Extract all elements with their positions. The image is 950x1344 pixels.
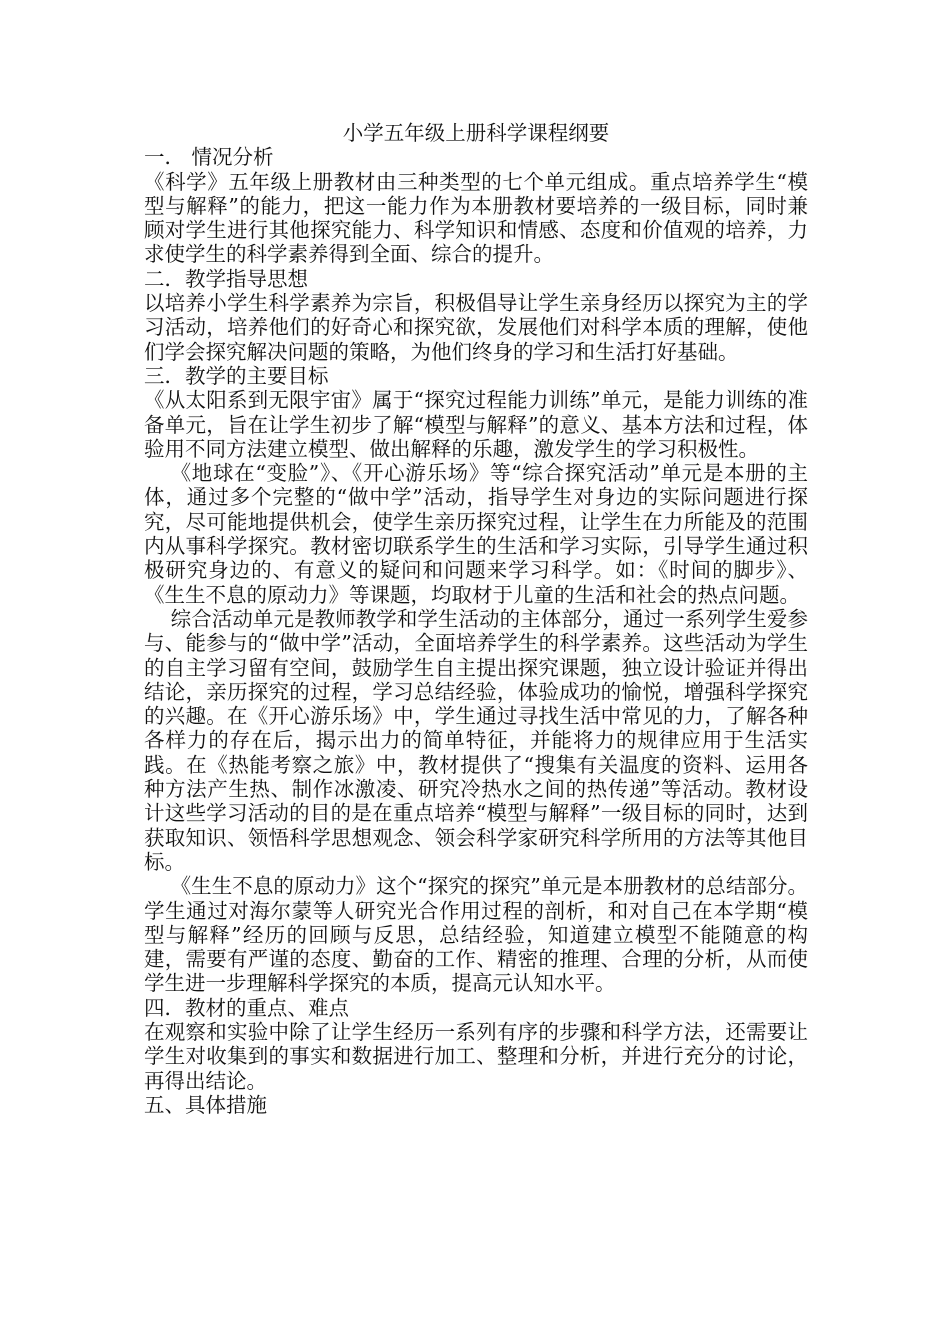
document-page <box>144 121 808 1117</box>
paragraph-main-goals-2: 《地球在“变脸”》、《开心游乐场》等“综合探究活动”单元是本册的主体，通过多个完整的“做中学”活动，指导学生对身边的实际问题进行探究，尽可能地提供机会，使学生亲历探究过程，让学生在力所能及的范围内从事科学探究。教材密切联系学生的生活和学习实际，引导学生通过积极研究身边的、有意义的疑问和问题来学习科学。如：《时间的脚步》、《生生不息的原动力》等课题，均取材于儿童的生活和社会的热点问题。 <box>144 461 808 607</box>
paragraph-situation-analysis: 《科学》五年级上册教材由三种类型的七个单元组成。重点培养学生“模型与解释”的能力，把这一能力作为本册教材要培养的一级目标，同时兼顾对学生进行其他探究能力、科学知识和情感、态度和价值观的培养，力求使学生的科学素养得到全面、综合的提升。 <box>144 169 808 267</box>
document-title: 小学五年级上册科学课程纲要 <box>342 121 610 145</box>
paragraph-key-difficulties: 在观察和实验中除了让学生经历一系列有序的步骤和科学方法，还需要让学生对收集到的事实和数据进行加工、整理和分析，并进行充分的讨论，再得出结论。 <box>144 1019 808 1093</box>
section-heading-key-difficulties: 四．教材的重点、难点 <box>144 995 349 1020</box>
section-heading-situation-analysis: 一． 情况分析 <box>144 145 274 170</box>
paragraph-main-goals-3: 综合活动单元是教师教学和学生活动的主体部分，通过一系列学生爱参与、能参与的“做中学”活动，全面培养学生的科学素养。这些活动为学生的自主学习留有空间，鼓励学生自主提出探究课题，独立设计验证并得出结论，亲历探究的过程，学习总结经验，体验成功的愉悦，增强科学探究的兴趣。在《开心游乐场》中，学生通过寻找生活中常见的力，了解各种各样力的存在后，揭示出力的简单特征，并能将力的规律应用于生活实践。在《热能考察之旅》中，教材提供了“搜集有关温度的资料、运用各种方法产生热、制作冰激凌、研究冷热水之间的热传递”等活动。教材设计这些学习活动的目的是在重点培养“模型与解释”一级目标的同时，达到获取知识、领悟科学思想观念、领会科学家研究科学所用的方法等其他目标。 <box>144 606 808 874</box>
section-heading-main-goals: 三．教学的主要目标 <box>144 363 329 388</box>
section-heading-guiding-ideology: 二．教学指导思想 <box>144 266 308 291</box>
paragraph-main-goals-4: 《生生不息的原动力》这个“探究的探究”单元是本册教材的总结部分。学生通过对海尔蒙等人研究光合作用过程的剖析，和对自己在本学期“模型与解释”经历的回顾与反思，总结经验，知道建立模型不能随意的构建，需要有严谨的态度、勤奋的工作、精密的推理、合理的分析，从而使学生进一步理解科学探究的本质，提高元认知水平。 <box>144 874 808 996</box>
section-heading-specific-measures: 五、具体措施 <box>144 1092 267 1117</box>
paragraph-main-goals-1: 《从太阳系到无限宇宙》属于“探究过程能力训练”单元，是能力训练的准备单元，旨在让学生初步了解“模型与解释”的意义、基本方法和过程，体验用不同方法建立模型、做出解释的乐趣，激发学生的学习积极性。 <box>144 388 808 461</box>
paragraph-guiding-ideology: 以培养小学生科学素养为宗旨，积极倡导让学生亲身经历以探究为主的学习活动，培养他们的好奇心和探究欲，发展他们对科学本质的理解，使他们学会探究解决问题的策略，为他们终身的学习和生活打好基础。 <box>144 291 808 364</box>
